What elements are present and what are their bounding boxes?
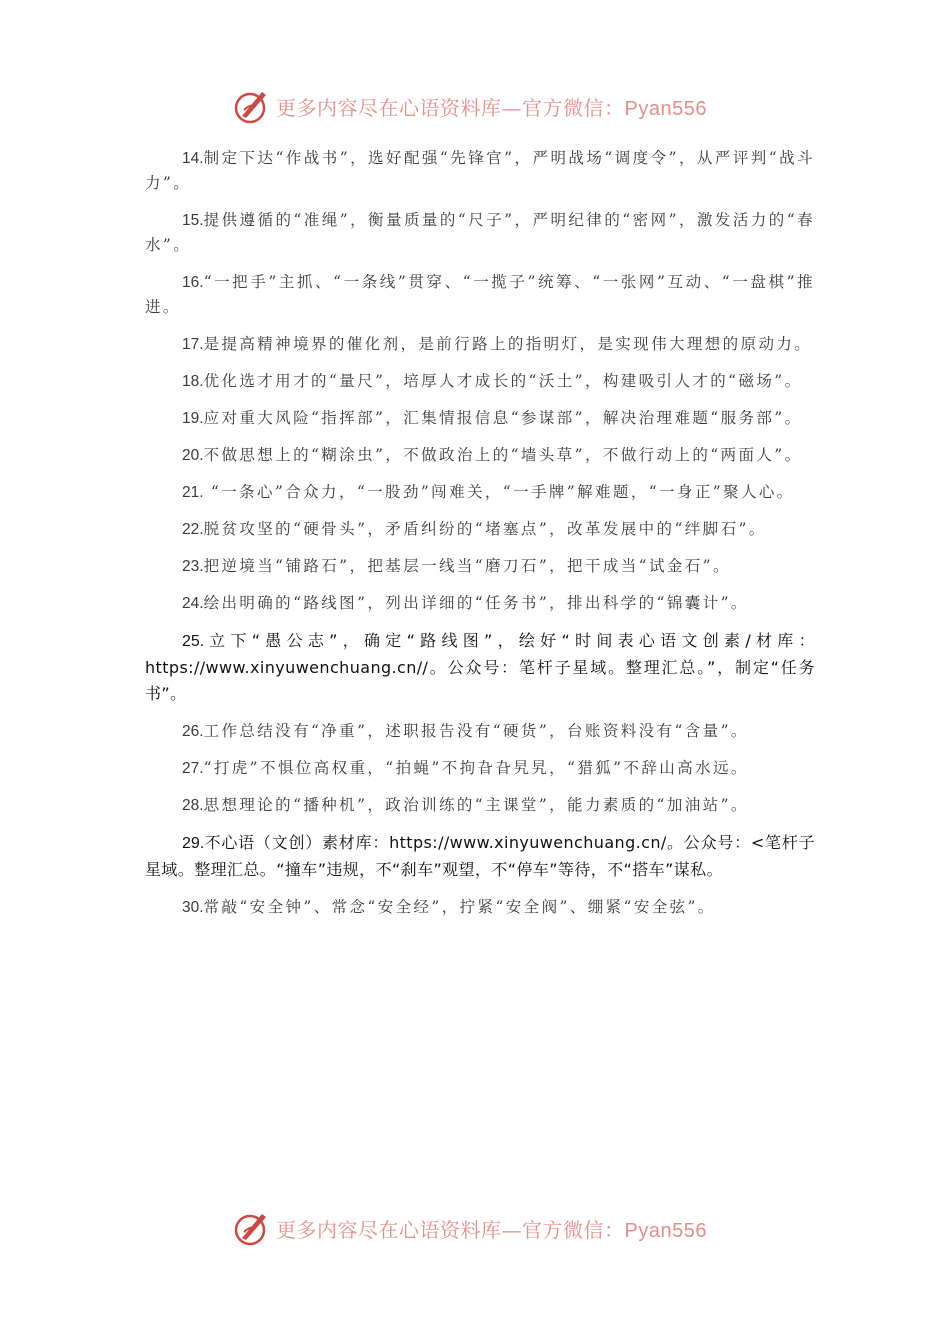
list-item: 25.立下“愚公志”，确定“路线图”，绘好“时间表心语文创素/材库：https://www.xinyuwenchuang.cn//。公众号：笔杆子星域。整理汇总。”，制定“任务书”。 <box>145 631 815 703</box>
banner-text: 更多内容尽在心语资料库—官方微信：Pyan556 <box>276 1217 707 1242</box>
list-item: 21. “一条心”合众力，“一股劲”闯难关，“一手牌”解难题，“一身正”聚人心。 <box>182 483 795 501</box>
list-item: 28.思想理论的“播种机”，政治训练的“主课堂”，能力素质的“加油站”。 <box>182 796 749 814</box>
list-item: 14.制定下达“作战书”，选好配强“先锋官”，严明战场“调度令”，从严评判“战斗力”。 <box>145 149 815 192</box>
footer-banner <box>232 1206 752 1250</box>
list-item: 23.把逆境当“铺路石”，把基层一线当“磨刀石”，把干成当“试金石”。 <box>182 557 731 575</box>
quill-logo-icon <box>232 1208 272 1248</box>
banner-text: 更多内容尽在心语资料库—官方微信：Pyan556 <box>276 95 707 120</box>
list-item: 20.不做思想上的“糊涂虫”，不做政治上的“墙头草”，不做行动上的“两面人”。 <box>182 446 803 464</box>
header-banner <box>232 84 752 128</box>
list-item: 29.不心语（文创）素材库：https://www.xinyuwenchuang.cn/。公众号：<笔杆子星域。整理汇总。“撞车”违规，不“刹车”观望，不“停车”等待，不“搭车”谋私。 <box>145 833 815 879</box>
list-item: 19.应对重大风险“指挥部”，汇集情报信息“参谋部”，解决治理难题“服务部”。 <box>182 409 803 427</box>
document-body <box>145 146 815 932</box>
list-item: 22.脱贫攻坚的“硬骨头”，矛盾纠纷的“堵塞点”，改革发展中的“绊脚石”。 <box>182 520 767 538</box>
list-item: 18.优化选才用才的“量尺”，培厚人才成长的“沃土”，构建吸引人才的“磁场”。 <box>182 372 803 390</box>
list-item: 26.工作总结没有“净重”，述职报告没有“硬货”，台账资料没有“含量”。 <box>182 722 749 740</box>
list-item: 17.是提高精神境界的催化剂，是前行路上的指明灯，是实现伟大理想的原动力。 <box>182 335 813 353</box>
list-item: 24.绘出明确的“路线图”，列出详细的“任务书”，排出科学的“锦囊计”。 <box>182 594 749 612</box>
quill-logo-icon <box>232 86 272 126</box>
list-item: 16.“一把手”主抓、“一条线”贯穿、“一揽子”统筹、“一张网”互动、“一盘棋”推进。 <box>145 273 815 316</box>
list-item: 30.常敲“安全钟”、常念“安全经”，拧紧“安全阀”、绷紧“安全弦”。 <box>182 898 716 916</box>
list-item: 15.提供遵循的“准绳”，衡量质量的“尺子”，严明纪律的“密网”，激发活力的“春水”。 <box>145 211 815 254</box>
list-item: 27.“打虎”不惧位高权重，“拍蝇”不拘旮旮旯旯，“猎狐”不辞山高水远。 <box>182 759 749 777</box>
